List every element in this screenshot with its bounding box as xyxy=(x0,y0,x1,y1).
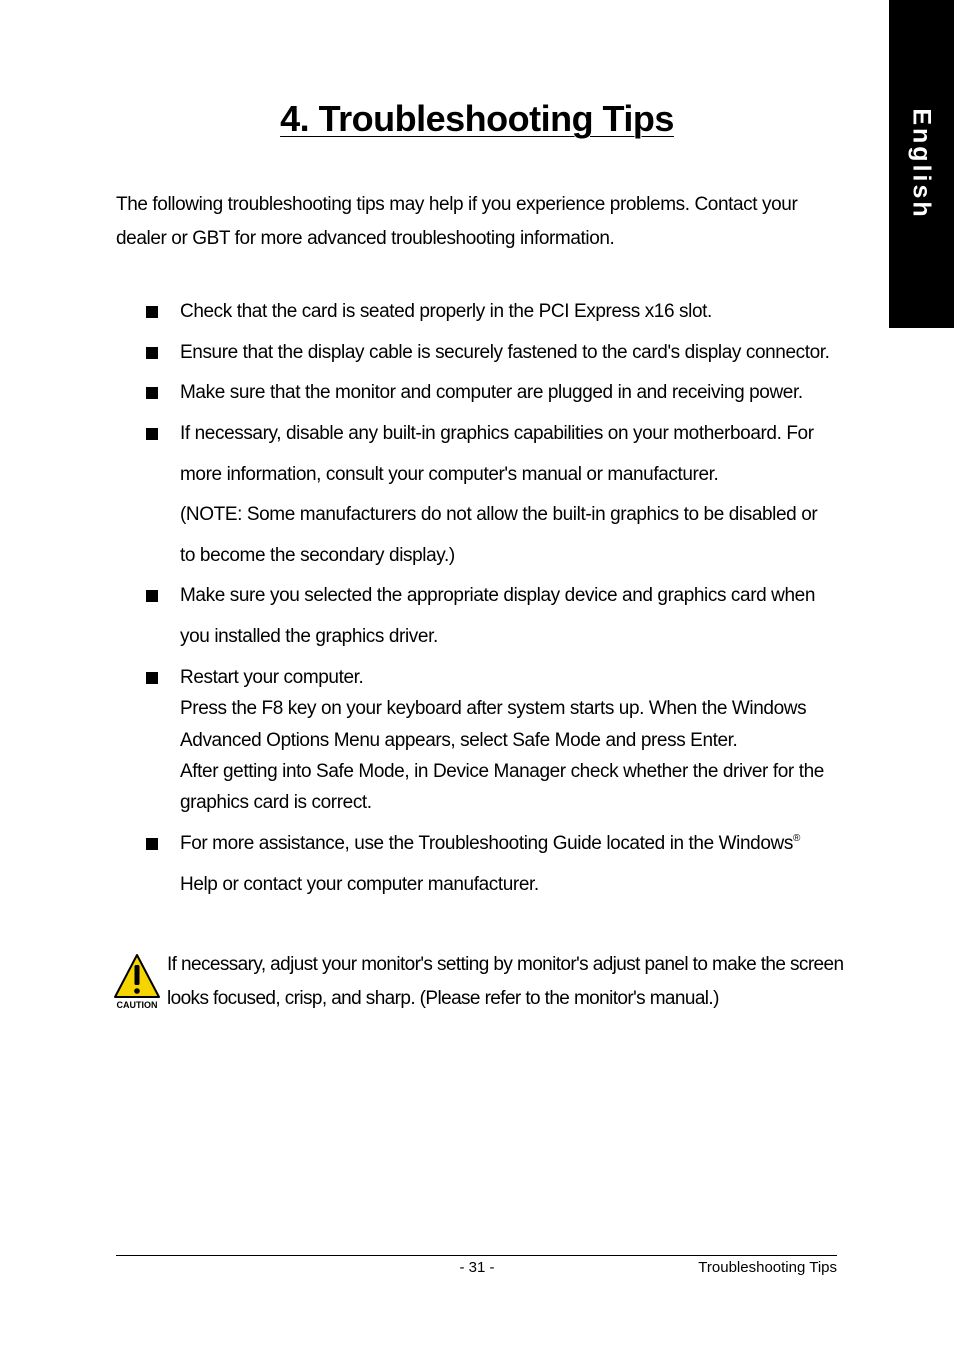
tip-text xyxy=(180,662,840,818)
registered-mark: ® xyxy=(792,833,800,844)
tip-text xyxy=(180,576,840,657)
tip-line: Check that the card is seated properly in the PCI Express x16 slot. xyxy=(180,301,712,322)
square-bullet-icon xyxy=(146,672,158,684)
tip-line: graphics card is correct. xyxy=(180,792,372,814)
tip-line: more information, consult your computer's manual or manufacturer. xyxy=(180,463,719,485)
note-line: to become the secondary display.) xyxy=(180,544,455,566)
footer-section-title: Troubleshooting Tips xyxy=(698,1259,837,1276)
tip-text xyxy=(180,414,840,576)
tip-line: If necessary, disable any built-in graphics capabilities on your motherboard. For xyxy=(180,423,814,444)
footer-divider xyxy=(116,1255,837,1256)
caution-text: If necessary, adjust your monitor's setting by monitor's adjust panel to make the screen looks focused, crisp, and sharp. (Please refer to the monitor's manual.) xyxy=(167,954,844,1009)
page-number: - 31 - xyxy=(459,1259,495,1276)
tip-line: After getting into Safe Mode, in Device Manager check whether the driver for the xyxy=(180,760,824,782)
tip-text xyxy=(180,373,840,414)
caution-icon xyxy=(112,953,162,1011)
page-title xyxy=(0,98,954,140)
tip-line: Make sure you selected the appropriate display device and graphics card when xyxy=(180,585,815,606)
tip-line xyxy=(180,824,840,865)
tip-line: Press the F8 key on your keyboard after system starts up. When the Windows xyxy=(180,698,807,720)
language-label: English xyxy=(907,108,936,220)
tip-line: Help or contact your computer manufacturer. xyxy=(180,873,539,895)
square-bullet-icon xyxy=(146,428,158,440)
square-bullet-icon xyxy=(146,306,158,318)
tip-line: Restart your computer. xyxy=(180,667,364,688)
tip-line: you installed the graphics driver. xyxy=(180,625,438,647)
tip-text xyxy=(180,333,840,374)
intro-paragraph: The following troubleshooting tips may help if you experience problems. Contact your dealer or GBT for more advanced troubleshooting information. xyxy=(116,194,798,249)
caution-label: CAUTION xyxy=(116,1000,158,1010)
tip-line: Advanced Options Menu appears, select Safe Mode and press Enter. xyxy=(180,729,738,751)
page-title-text: 4. Troubleshooting Tips xyxy=(280,98,674,139)
note-line: (NOTE: Some manufacturers do not allow the built-in graphics to be disabled or xyxy=(180,504,818,525)
square-bullet-icon xyxy=(146,347,158,359)
square-bullet-icon xyxy=(146,590,158,602)
tip-line: Ensure that the display cable is securely fastened to the card's display connector. xyxy=(180,342,830,363)
square-bullet-icon xyxy=(146,387,158,399)
tip-line-text: For more assistance, use the Troubleshooting Guide located in the Windows xyxy=(180,833,793,854)
square-bullet-icon xyxy=(146,838,158,850)
tip-line: Make sure that the monitor and computer are plugged in and receiving power. xyxy=(180,382,803,403)
tip-text xyxy=(180,292,840,333)
language-side-tab xyxy=(889,0,954,328)
tip-text xyxy=(180,824,840,905)
